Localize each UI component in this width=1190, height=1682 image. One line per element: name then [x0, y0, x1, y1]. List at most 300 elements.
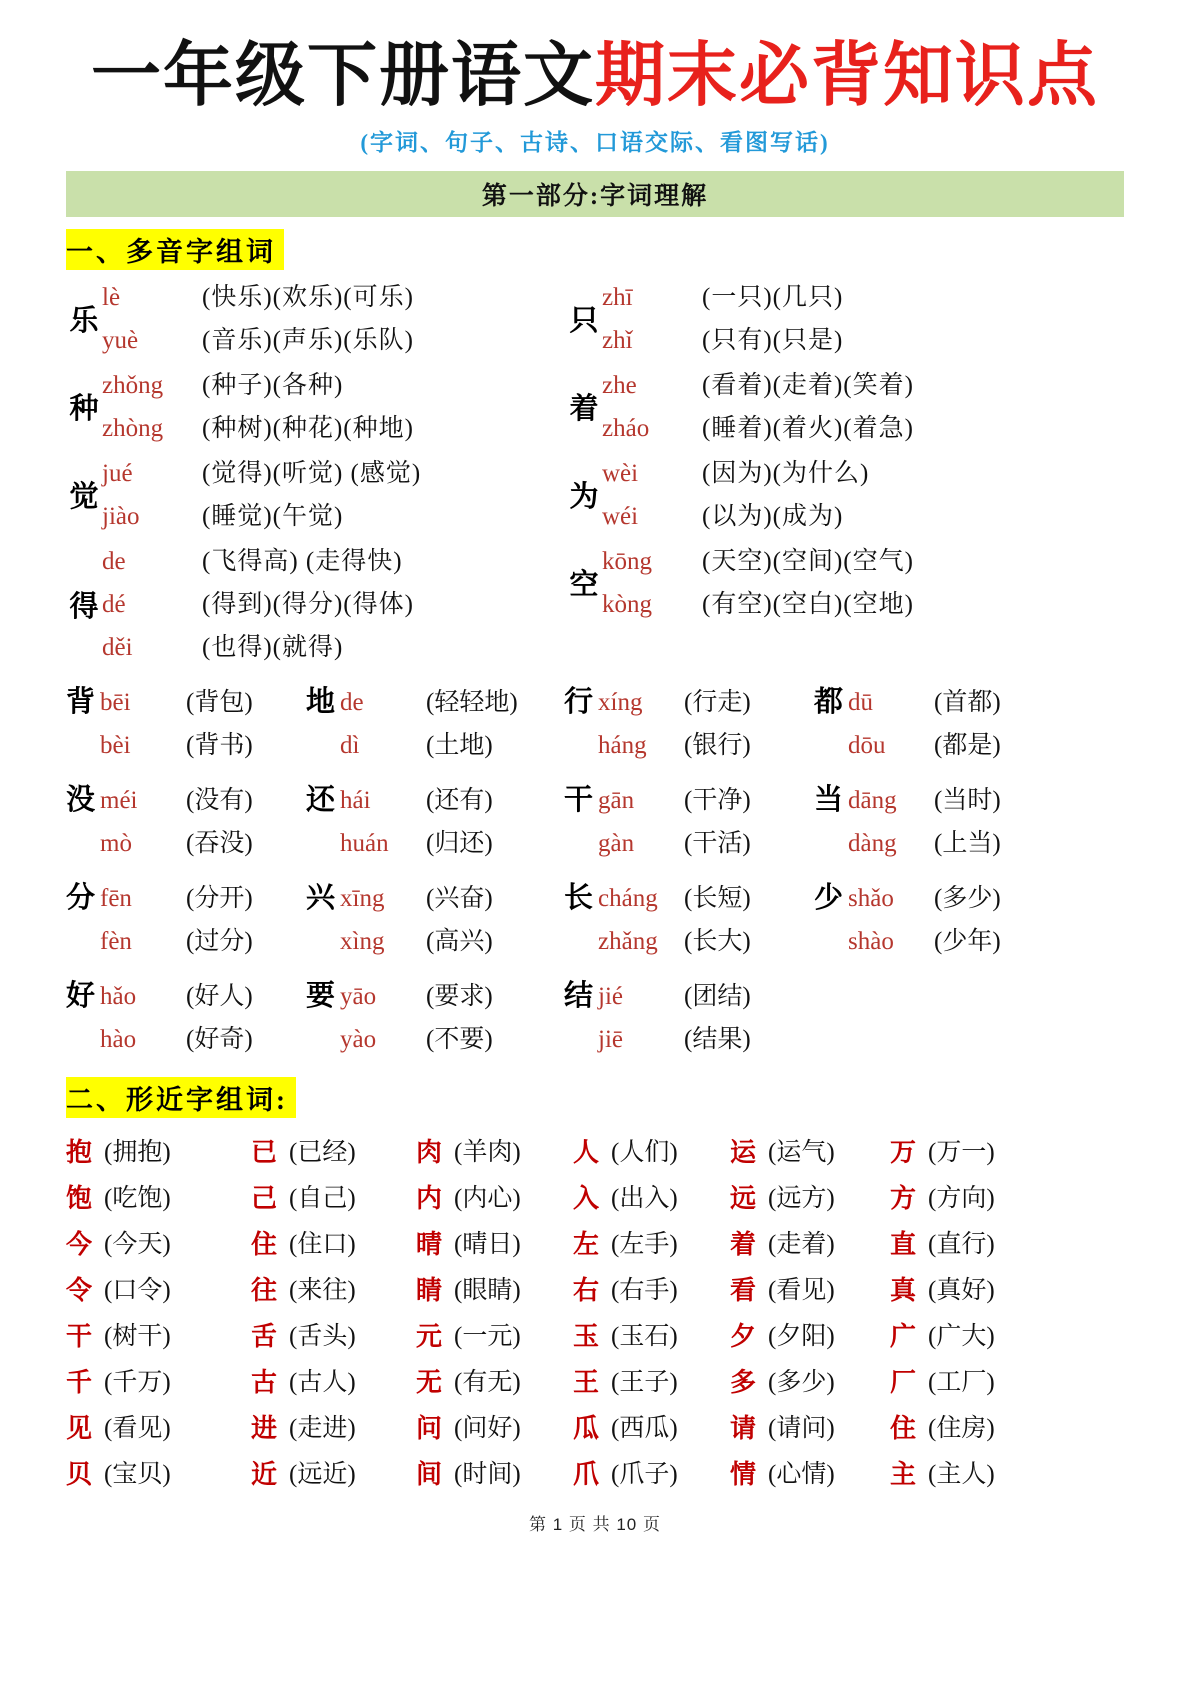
example-words: (没有) — [186, 786, 253, 814]
polyphone-readings — [848, 681, 1001, 767]
section1-heading: 一、多音字组词 — [66, 229, 284, 270]
polyphone-base-char: 要 — [306, 979, 336, 1012]
similar-char: 万 — [890, 1137, 917, 1167]
polyphone-reading-row — [100, 779, 253, 822]
similar-pair — [251, 1360, 416, 1406]
similar-pair — [730, 1176, 890, 1222]
example-words: (分开) — [186, 884, 253, 912]
similar-char: 晴 — [416, 1229, 443, 1259]
pinyin-label: zhǒng — [102, 371, 164, 399]
similar-word: (万一) — [928, 1138, 995, 1166]
polyphone-reading-row — [340, 920, 493, 963]
polyphone-right-column — [566, 276, 1124, 671]
pinyin-label: jié — [598, 982, 623, 1010]
similar-pair — [66, 1406, 251, 1452]
example-words: (兴奋) — [426, 884, 493, 912]
similar-char: 抱 — [66, 1137, 93, 1167]
similar-char: 千 — [66, 1367, 93, 1397]
pinyin-label: dàng — [848, 829, 897, 857]
similar-row — [66, 1130, 1124, 1176]
similar-char: 无 — [416, 1367, 443, 1397]
similar-word: (真好) — [928, 1276, 995, 1304]
polyphone-readings — [100, 877, 253, 963]
similar-row — [66, 1222, 1124, 1268]
similar-char: 内 — [416, 1183, 443, 1213]
similar-word: (爪子) — [611, 1460, 678, 1488]
polyphone-reading-row — [100, 1018, 253, 1061]
similar-word: (自己) — [289, 1184, 356, 1212]
similar-word: (直行) — [928, 1230, 995, 1258]
section2-heading: 二、形近字组词: — [66, 1077, 296, 1118]
polyphone-left-column — [66, 276, 558, 671]
similar-pair — [890, 1452, 1124, 1498]
pinyin-label: dōu — [848, 731, 886, 759]
similar-char: 玉 — [573, 1321, 600, 1351]
polyphone-base-char: 干 — [564, 783, 594, 816]
polyphone-readings — [602, 452, 869, 538]
polyphone-reading-row — [602, 495, 869, 538]
similar-char: 爪 — [573, 1459, 600, 1489]
similar-pair — [573, 1130, 730, 1176]
polyphone-reading-row — [340, 1018, 493, 1061]
example-words: (干净) — [684, 786, 751, 814]
example-words: (天空)(空间)(空气) — [702, 547, 914, 575]
polyphone-readings — [100, 779, 253, 865]
polyphone-reading-row — [102, 276, 414, 319]
similar-pair — [573, 1360, 730, 1406]
polyphone-base-char: 当 — [814, 783, 844, 816]
similar-pair — [573, 1406, 730, 1452]
pinyin-label: zhe — [602, 371, 637, 399]
example-words: (不要) — [426, 1025, 493, 1053]
polyphone-four-column-row — [66, 975, 1124, 1063]
polyphone-base-char: 结 — [564, 979, 594, 1012]
similar-word: (住房) — [928, 1414, 995, 1442]
example-words: (行走) — [684, 688, 751, 716]
polyphone-readings — [598, 681, 751, 767]
similar-pair — [251, 1452, 416, 1498]
polyphone-reading-row — [598, 779, 751, 822]
example-words: (种子)(各种) — [202, 371, 344, 399]
pinyin-label: bèi — [100, 731, 131, 759]
polyphone-readings — [100, 681, 253, 767]
polyphone-cell — [814, 877, 1124, 963]
pinyin-label: yuè — [102, 326, 139, 354]
polyphone-reading-row — [598, 877, 751, 920]
similar-pair — [573, 1268, 730, 1314]
part-one-banner: 第一部分:字词理解 — [66, 171, 1124, 217]
similar-char: 睛 — [416, 1275, 443, 1305]
similar-words-grid — [66, 1130, 1124, 1498]
similar-row — [66, 1360, 1124, 1406]
polyphone-reading-row — [102, 583, 414, 626]
similar-word: (远近) — [289, 1460, 356, 1488]
example-words: (飞得高) (走得快) — [202, 547, 403, 575]
similar-char: 古 — [251, 1367, 278, 1397]
polyphone-reading-row — [102, 319, 414, 362]
similar-char: 今 — [66, 1229, 93, 1259]
example-words: (觉得)(听觉) (感觉) — [202, 459, 422, 487]
pinyin-label: jiē — [598, 1025, 623, 1053]
polyphone-cell — [306, 975, 564, 1061]
pinyin-label: dū — [848, 688, 873, 716]
polyphone-readings — [102, 364, 414, 450]
example-words: (少年) — [934, 927, 1001, 955]
polyphone-cell — [564, 877, 814, 963]
example-words: (都是) — [934, 731, 1001, 759]
similar-pair — [730, 1130, 890, 1176]
similar-word: (右手) — [611, 1276, 678, 1304]
similar-char: 左 — [573, 1229, 600, 1259]
polyphone-two-column-area — [66, 276, 1124, 671]
polyphone-four-column-row — [66, 779, 1124, 867]
pinyin-label: yāo — [340, 982, 377, 1010]
pinyin-label: shào — [848, 927, 894, 955]
polyphone-reading-row — [848, 779, 1001, 822]
similar-char: 住 — [251, 1229, 278, 1259]
polyphone-reading-row — [340, 779, 493, 822]
similar-word: (方向) — [928, 1184, 995, 1212]
similar-pair — [416, 1130, 573, 1176]
example-words: (睡觉)(午觉) — [202, 502, 344, 530]
polyphone-readings — [100, 975, 253, 1061]
polyphone-cell — [306, 681, 564, 767]
page-footer: 第 1 页 共 10 页 — [529, 1514, 661, 1534]
similar-char: 入 — [573, 1183, 600, 1213]
similar-pair — [251, 1406, 416, 1452]
polyphone-reading-row — [848, 681, 1001, 724]
example-words: (只有)(只是) — [702, 326, 844, 354]
polyphone-reading-row — [100, 877, 253, 920]
pinyin-label: háng — [598, 731, 647, 759]
example-words: (轻轻地) — [426, 688, 518, 716]
polyphone-reading-row — [598, 724, 751, 767]
polyphone-reading-row — [598, 681, 751, 724]
similar-pair — [573, 1452, 730, 1498]
example-words: (有空)(空白)(空地) — [702, 590, 914, 618]
similar-pair — [890, 1314, 1124, 1360]
example-words: (干活) — [684, 829, 751, 857]
similar-row — [66, 1314, 1124, 1360]
example-words: (上当) — [934, 829, 1001, 857]
polyphone-reading-row — [102, 452, 421, 495]
polyphone-reading-row — [602, 319, 843, 362]
polyphone-readings — [340, 779, 493, 865]
similar-char: 请 — [730, 1413, 757, 1443]
polyphone-reading-row — [598, 1018, 751, 1061]
polyphone-reading-row — [848, 724, 1001, 767]
similar-char: 情 — [730, 1459, 757, 1489]
similar-word: (多少) — [768, 1368, 835, 1396]
similar-word: (时间) — [454, 1460, 521, 1488]
similar-word: (运气) — [768, 1138, 835, 1166]
similar-char: 看 — [730, 1275, 757, 1305]
similar-char: 运 — [730, 1137, 757, 1167]
similar-pair — [890, 1176, 1124, 1222]
similar-row — [66, 1176, 1124, 1222]
polyphone-readings — [598, 877, 751, 963]
polyphone-base-char: 种 — [69, 393, 99, 425]
pinyin-label: zhǐ — [602, 326, 633, 354]
pinyin-label: hái — [340, 786, 371, 814]
similar-char: 多 — [730, 1367, 757, 1397]
similar-word: (吃饱) — [104, 1184, 171, 1212]
similar-char: 元 — [416, 1321, 443, 1351]
similar-word: (树干) — [104, 1322, 171, 1350]
example-words: (高兴) — [426, 927, 493, 955]
similar-pair — [416, 1176, 573, 1222]
polyphone-group — [66, 452, 558, 538]
polyphone-base-char: 兴 — [306, 881, 336, 914]
pinyin-label: hào — [100, 1025, 137, 1053]
example-words: (团结) — [684, 982, 751, 1010]
example-words: (一只)(几只) — [702, 283, 844, 311]
pinyin-label: lè — [102, 283, 121, 311]
similar-pair — [416, 1268, 573, 1314]
example-words: (以为)(成为) — [702, 502, 844, 530]
similar-char: 直 — [890, 1229, 917, 1259]
polyphone-group — [66, 276, 558, 362]
similar-pair — [730, 1406, 890, 1452]
polyphone-reading-row — [100, 724, 253, 767]
similar-char: 往 — [251, 1275, 278, 1305]
similar-word: (住口) — [289, 1230, 356, 1258]
example-words: (过分) — [186, 927, 253, 955]
example-words: (快乐)(欢乐)(可乐) — [202, 283, 414, 311]
example-words: (吞没) — [186, 829, 253, 857]
pinyin-label: huán — [340, 829, 389, 857]
similar-word: (请问) — [768, 1414, 835, 1442]
page-title-red-part: 期末必背知识点 — [595, 38, 1099, 115]
polyphone-readings — [102, 452, 421, 538]
similar-char: 夕 — [730, 1321, 757, 1351]
similar-char: 人 — [573, 1137, 600, 1167]
polyphone-base-char: 都 — [814, 685, 844, 718]
polyphone-four-column-row — [66, 877, 1124, 965]
polyphone-base-char: 少 — [814, 881, 844, 914]
similar-pair — [251, 1130, 416, 1176]
polyphone-reading-row — [598, 920, 751, 963]
polyphone-readings — [848, 779, 1001, 865]
similar-word: (夕阳) — [768, 1322, 835, 1350]
similar-pair — [416, 1314, 573, 1360]
pinyin-label: de — [102, 547, 126, 575]
polyphone-reading-row — [602, 364, 914, 407]
similar-char: 令 — [66, 1275, 93, 1305]
similar-pair — [251, 1176, 416, 1222]
polyphone-reading-row — [598, 975, 751, 1018]
similar-row — [66, 1452, 1124, 1498]
polyphone-reading-row — [102, 407, 414, 450]
example-words: (首都) — [934, 688, 1001, 716]
similar-char: 着 — [730, 1229, 757, 1259]
similar-pair — [890, 1222, 1124, 1268]
example-words: (好奇) — [186, 1025, 253, 1053]
similar-word: (人们) — [611, 1138, 678, 1166]
pinyin-label: kòng — [602, 590, 652, 618]
pinyin-label: zháo — [602, 414, 650, 442]
polyphone-group — [566, 452, 1124, 538]
pinyin-label: shǎo — [848, 884, 894, 912]
polyphone-reading-row — [340, 681, 518, 724]
similar-char: 厂 — [890, 1367, 917, 1397]
pinyin-label: fèn — [100, 927, 132, 955]
polyphone-reading-row — [602, 583, 914, 626]
similar-pair — [416, 1360, 573, 1406]
polyphone-reading-row — [100, 975, 253, 1018]
polyphone-reading-row — [102, 495, 421, 538]
similar-word: (左手) — [611, 1230, 678, 1258]
polyphone-reading-row — [848, 877, 1001, 920]
polyphone-base-char: 为 — [569, 481, 599, 513]
example-words: (长短) — [684, 884, 751, 912]
pinyin-label: kōng — [602, 547, 652, 575]
polyphone-four-column-row — [66, 681, 1124, 769]
polyphone-reading-row — [102, 364, 414, 407]
similar-pair — [66, 1222, 251, 1268]
polyphone-readings — [602, 276, 843, 362]
example-words: (银行) — [684, 731, 751, 759]
polyphone-reading-row — [848, 822, 1001, 865]
example-words: (得到)(得分)(得体) — [202, 590, 414, 618]
example-words: (土地) — [426, 731, 493, 759]
similar-word: (看见) — [104, 1414, 171, 1442]
pinyin-label: mò — [100, 829, 132, 857]
similar-word: (出入) — [611, 1184, 678, 1212]
polyphone-reading-row — [100, 681, 253, 724]
similar-word: (宝贝) — [104, 1460, 171, 1488]
pinyin-label: zhǎng — [598, 927, 658, 955]
page-subtitle: (字词、句子、古诗、口语交际、看图写话) — [360, 129, 830, 155]
polyphone-cell — [66, 975, 306, 1061]
pinyin-label: jué — [102, 459, 133, 487]
example-words: (背包) — [186, 688, 253, 716]
pinyin-label: jiào — [102, 502, 140, 530]
similar-word: (走着) — [768, 1230, 835, 1258]
pinyin-label: fēn — [100, 884, 132, 912]
similar-pair — [66, 1314, 251, 1360]
similar-word: (西瓜) — [611, 1414, 678, 1442]
pinyin-label: dì — [340, 731, 360, 759]
polyphone-group — [566, 276, 1124, 362]
similar-char: 舌 — [251, 1321, 278, 1351]
similar-pair — [416, 1406, 573, 1452]
similar-word: (心情) — [768, 1460, 835, 1488]
polyphone-cell — [66, 681, 306, 767]
example-words: (还有) — [426, 786, 493, 814]
similar-word: (广大) — [928, 1322, 995, 1350]
polyphone-group — [66, 364, 558, 450]
pinyin-label: wéi — [602, 502, 639, 530]
similar-word: (古人) — [289, 1368, 356, 1396]
similar-char: 己 — [251, 1183, 278, 1213]
pinyin-label: gàn — [598, 829, 635, 857]
polyphone-readings — [602, 364, 914, 450]
similar-pair — [890, 1130, 1124, 1176]
example-words: (也得)(就得) — [202, 633, 344, 661]
example-words: (长大) — [684, 927, 751, 955]
polyphone-base-char: 空 — [569, 569, 599, 601]
similar-pair — [416, 1222, 573, 1268]
similar-char: 右 — [573, 1275, 600, 1305]
similar-char: 贝 — [66, 1459, 93, 1489]
similar-word: (王子) — [611, 1368, 678, 1396]
similar-char: 广 — [890, 1321, 917, 1351]
similar-pair — [730, 1314, 890, 1360]
similar-char: 已 — [251, 1137, 278, 1167]
polyphone-base-char: 还 — [306, 783, 336, 816]
pinyin-label: xíng — [598, 688, 643, 716]
polyphone-readings — [340, 975, 493, 1061]
polyphone-readings — [102, 540, 414, 669]
similar-word: (有无) — [454, 1368, 521, 1396]
polyphone-readings — [340, 877, 493, 963]
similar-word: (主人) — [928, 1460, 995, 1488]
example-words: (睡着)(着火)(着急) — [702, 414, 914, 442]
similar-row — [66, 1406, 1124, 1452]
similar-pair — [890, 1406, 1124, 1452]
polyphone-base-char: 背 — [66, 685, 96, 718]
polyphone-base-char: 得 — [69, 590, 99, 623]
pinyin-label: gān — [598, 786, 635, 814]
polyphone-base-char: 长 — [564, 881, 594, 914]
example-words: (结果) — [684, 1025, 751, 1053]
polyphone-readings — [102, 276, 414, 362]
polyphone-base-char: 好 — [66, 979, 96, 1012]
example-words: (种树)(种花)(种地) — [202, 414, 414, 442]
similar-word: (工厂) — [928, 1368, 995, 1396]
similar-word: (内心) — [454, 1184, 521, 1212]
similar-pair — [66, 1176, 251, 1222]
page-title — [66, 40, 1124, 114]
similar-pair — [890, 1360, 1124, 1406]
example-words: (归还) — [426, 829, 493, 857]
similar-word: (已经) — [289, 1138, 356, 1166]
pinyin-label: méi — [100, 786, 138, 814]
similar-word: (问好) — [454, 1414, 521, 1442]
polyphone-base-char: 乐 — [69, 305, 99, 337]
similar-word: (舌头) — [289, 1322, 356, 1350]
polyphone-reading-row — [602, 452, 869, 495]
polyphone-reading-row — [102, 626, 414, 669]
similar-pair — [416, 1452, 573, 1498]
pinyin-label: xīng — [340, 884, 385, 912]
polyphone-group — [66, 540, 558, 669]
polyphone-cell — [814, 779, 1124, 865]
polyphone-group — [566, 364, 1124, 450]
page-title-black-part: 一年级下册语文 — [91, 38, 595, 115]
similar-char: 间 — [416, 1459, 443, 1489]
example-words: (背书) — [186, 731, 253, 759]
polyphone-cell — [564, 779, 814, 865]
polyphone-cell — [306, 779, 564, 865]
similar-word: (眼睛) — [454, 1276, 521, 1304]
polyphone-base-char: 觉 — [69, 481, 99, 513]
polyphone-reading-row — [100, 920, 253, 963]
similar-char: 瓜 — [573, 1413, 600, 1443]
polyphone-base-char: 行 — [564, 685, 594, 718]
polyphone-reading-row — [602, 540, 914, 583]
example-words: (要求) — [426, 982, 493, 1010]
polyphone-readings — [340, 681, 518, 767]
similar-char: 真 — [890, 1275, 917, 1305]
similar-char: 干 — [66, 1321, 93, 1351]
pinyin-label: dāng — [848, 786, 897, 814]
similar-row — [66, 1268, 1124, 1314]
example-words: (多少) — [934, 884, 1001, 912]
polyphone-base-char: 地 — [306, 685, 336, 718]
similar-word: (走进) — [289, 1414, 356, 1442]
